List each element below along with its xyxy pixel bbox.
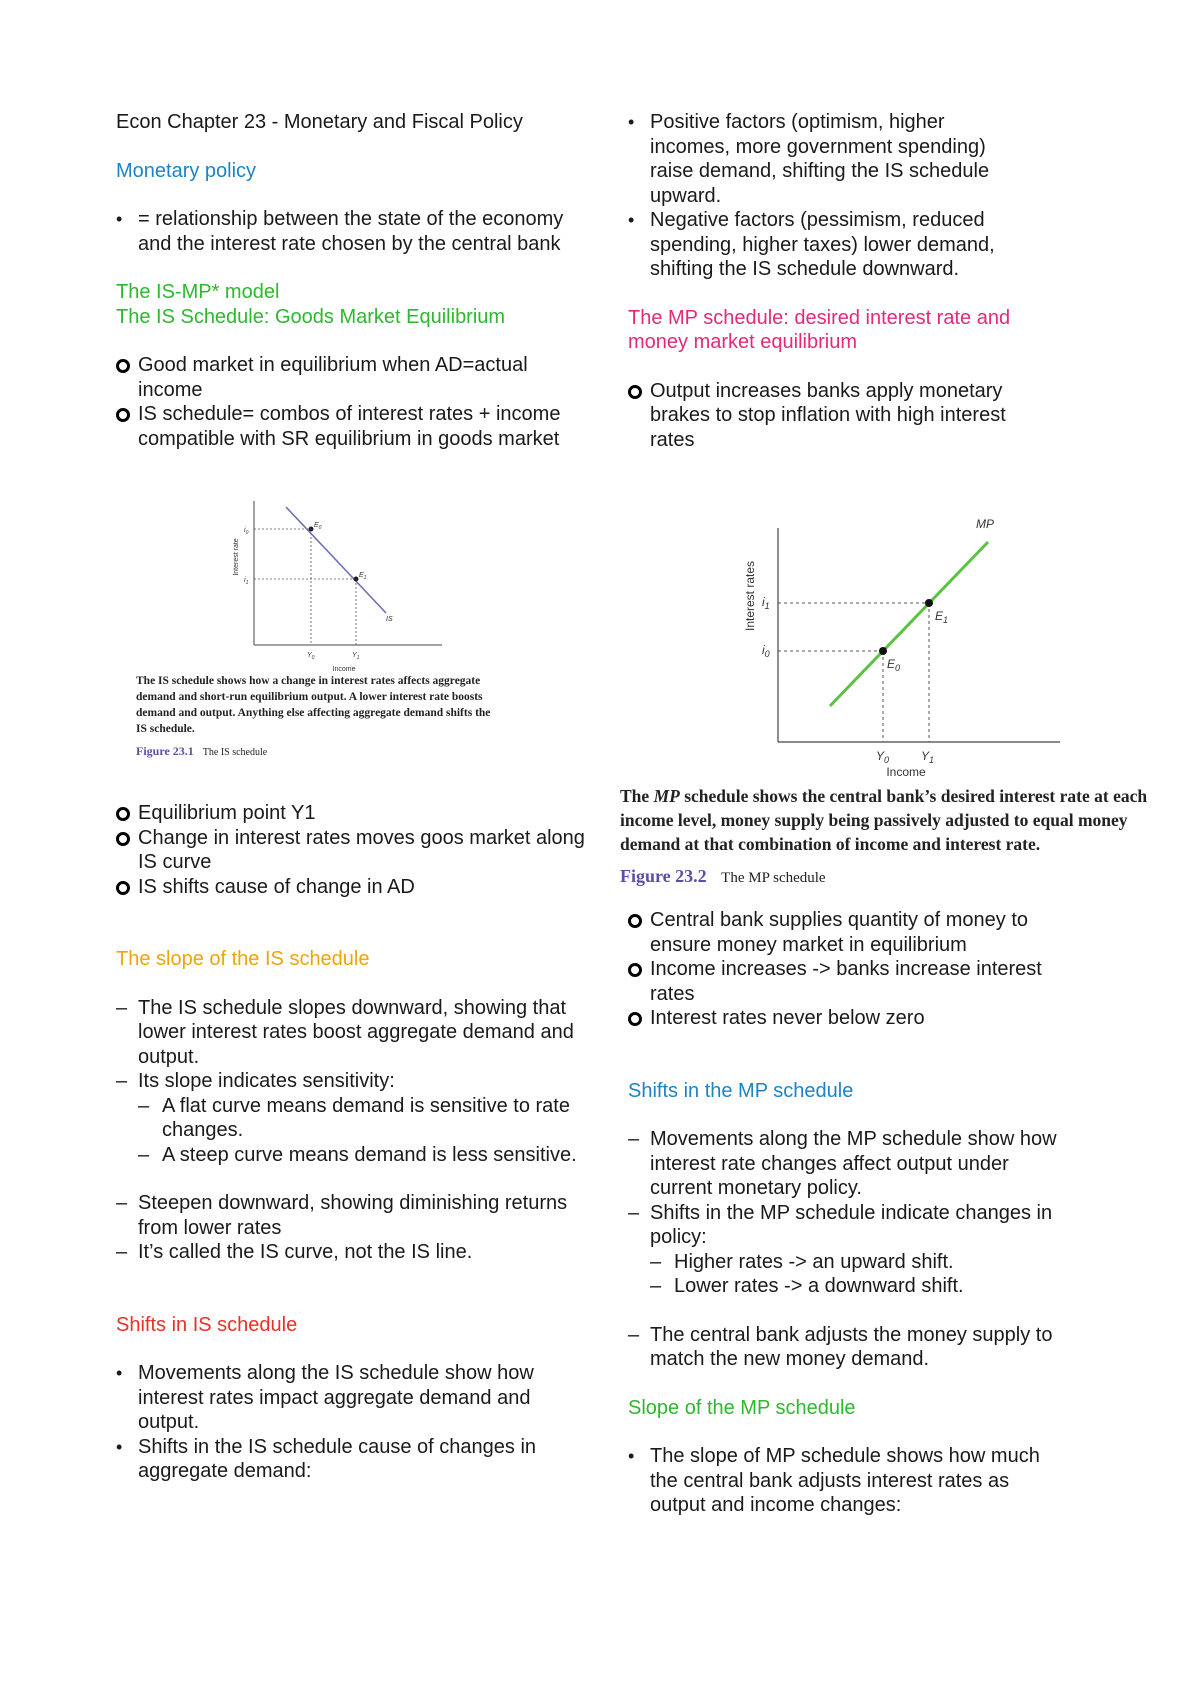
list-item: • Positive factors (optimism, higher incomes, more government spending) raise demand, shifting the IS schedule upward. [628,110,1028,208]
mp-label-i1: $i_1$ [762,595,770,611]
list-item: Equilibrium point Y1 [116,801,586,826]
list-item: Good market in equilibrium when AD=actual income [116,353,586,402]
left-column [116,110,586,1484]
mp-xlabel: Income [886,765,926,779]
is-label-i0: $i_0$ [244,527,249,536]
is-xlabel: Income [332,666,356,673]
mp-label-e0: $E_0$ [887,657,901,673]
monetary-policy-heading: Monetary policy [116,159,257,182]
mp-ylabel: Interest rates [743,560,757,632]
list-item: • Negative factors (pessimism, reduced spending, higher taxes) lower demand, shifting the IS schedule downward. [628,208,1028,282]
figure-23-1-caption: The IS schedule shows how a change in interest rates affects aggregate demand and short-run equilibrium output. A lower interest rate boosts demand and output. Anything else affecting aggregate demand shifts the IS schedule. [136,675,491,735]
figure-number: Figure 23.2 [620,866,707,886]
list-item: – Lower rates -> a downward shift. [650,1274,1108,1299]
list-item: • Movements along the IS schedule show how interest rates impact aggregate demand and output. [116,1361,586,1435]
list-item: IS shifts cause of change in AD [116,875,586,900]
mp-shifts-heading: Shifts in the MP schedule [628,1079,854,1102]
mp-slope-list [628,1444,1068,1518]
mp-label-y0: $Y_0$ [876,749,890,765]
is-ylabel: Interest rate [233,538,240,576]
mp-shifts-list [628,1127,1068,1250]
figure-number: Figure 23.1 [136,744,194,758]
mp-shifts-sublist [650,1250,1108,1299]
mp-point-e1 [925,599,933,607]
list-item: – It’s called the IS curve, not the IS line. [116,1240,586,1265]
list-item: – Shifts in the MP schedule indicate changes in policy: [628,1201,1068,1250]
list-item: • The slope of MP schedule shows how much the central bank adjusts interest rates as output and income changes: [628,1444,1068,1518]
mp-schedule-heading: The MP schedule: desired interest rate and money market equilibrium [628,306,1011,353]
caption-text: The [620,786,654,806]
figure-23-1-label [136,739,267,766]
mp-label-i0: $i_0$ [762,643,770,659]
is-schedule-heading: The IS Schedule: Goods Market Equilibrium [116,305,506,328]
figure-23-1 [116,477,586,801]
is-slope-sublist [138,1094,586,1168]
list-item: – The central bank adjusts the money supply to match the new money demand. [628,1323,1068,1372]
list-item: – A flat curve means demand is sensitive to rate changes. [138,1094,586,1143]
list-item: – Movements along the MP schedule show how interest rate changes affect output under current monetary policy. [628,1127,1068,1201]
is-slope-heading: The slope of the IS schedule [116,948,370,970]
figure-23-2-label [620,864,826,891]
monetary-policy-list [116,207,586,256]
list-item: IS schedule= combos of interest rates + income compatible with SR equilibrium in goods market [116,402,586,451]
mp-slope-heading: Slope of the MP schedule [628,1396,856,1419]
list-item: – Steepen downward, showing diminishing returns from lower rates [116,1191,586,1240]
list-item: • Shifts in the IS schedule cause of changes in aggregate demand: [116,1435,586,1484]
mp-label-e1: $E_1$ [935,609,949,625]
figure-title: The IS schedule [202,747,268,758]
central-bank-list [628,908,1068,1031]
mp-curve-label: MP [976,517,994,531]
mp-schedule-chart [608,458,1168,779]
list-item: Interest rates never below zero [628,1006,1068,1031]
list-item: – A steep curve means demand is less sensitive. [138,1143,586,1168]
mp-curve [830,542,988,706]
list-item: Income increases -> banks increase interest rates [628,957,1068,1006]
is-label-i1: $i_1$ [244,577,249,586]
is-curve-label: IS [386,616,393,623]
is-slope-list [116,996,586,1094]
is-label-e1: $E_1$ [359,572,367,581]
is-point-e0 [309,527,314,532]
list-item: • = relationship between the state of the economy and the interest rate chosen by the central bank [116,207,586,256]
mp-schedule-list [628,379,1048,453]
is-curve [286,507,386,613]
is-label-e0: $E_0$ [314,522,322,531]
mp-label-y1: $Y_1$ [921,749,935,765]
is-shifts-list [116,1361,586,1484]
is-slope-list-b [116,1191,586,1265]
is-label-y1: $Y_1$ [352,652,360,661]
is-mp-model-heading: The IS-MP* model [116,281,280,303]
is-shifts-heading: Shifts in IS schedule [116,1313,298,1336]
equilibrium-list [116,801,586,899]
figure-title: The MP schedule [721,870,826,886]
caption-text: schedule shows the central bank’s desired interest rate at each income level, money supply being passively adjusted to equal money demand at that combination of income and interest rate. [620,786,1148,854]
is-factors-list [628,110,1028,282]
figure-23-2-caption [620,784,1160,856]
list-item: – The IS schedule slopes downward, showing that lower interest rates boost aggregate demand and output. [116,996,586,1070]
is-label-y0: $Y_0$ [307,652,315,661]
mp-shifts-list-b [628,1323,1068,1372]
list-item: Change in interest rates moves goos market along IS curve [116,826,586,875]
is-point-e1 [354,577,359,582]
document-title: Econ Chapter 23 - Monetary and Fiscal Policy [116,111,523,133]
caption-emphasis: MP [653,786,680,806]
is-schedule-list [116,353,586,451]
right-column [620,110,1148,1518]
list-item: – Its slope indicates sensitivity: [116,1069,586,1094]
mp-point-e0 [879,647,887,655]
is-schedule-chart [116,477,586,677]
figure-23-2 [608,458,1148,908]
list-item: Central bank supplies quantity of money to ensure money market in equilibrium [628,908,1068,957]
list-item: Output increases banks apply monetary brakes to stop inflation with high interest rates [628,379,1048,453]
list-item: – Higher rates -> an upward shift. [650,1250,1108,1275]
